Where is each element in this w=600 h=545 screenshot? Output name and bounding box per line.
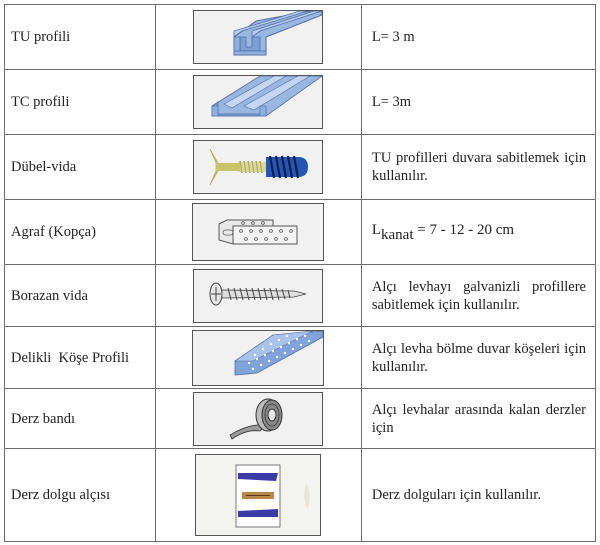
material-name: TU profili [5,5,156,70]
table-row [5,135,596,200]
material-name: Derz bandı [5,389,156,449]
material-name: Agraf (Kopça) [5,200,156,265]
material-name: Derz dolgu alçısı [5,449,156,542]
table-row [5,389,596,449]
material-image-cell [155,265,361,327]
dowel-screw-icon [193,140,323,194]
length-symbol: L [371,221,382,238]
length-subscript: kanat [381,226,414,243]
material-description: Alçı levha bölme duvar köşeleri için kullanılır. [361,327,595,389]
table-row [5,5,596,70]
drywall-screw-icon [193,269,323,323]
material-description: TU profilleri duvara sabitlemek için kullanılır. [361,135,595,200]
material-image-cell [155,449,361,542]
material-image-cell [155,5,361,70]
table-row [5,327,596,389]
bracket-clip-icon [192,203,324,261]
material-image-cell [155,135,361,200]
tu-profile-icon [193,10,323,64]
material-description: Derz dolguları için kullanılır. [361,449,595,542]
material-description [361,200,595,265]
material-description: Alçı levhalar arasında kalan derzler için [361,389,595,449]
material-name: Delikli Köşe Profili [5,327,156,389]
tc-profile-icon [193,75,323,129]
table-row [5,200,596,265]
material-description: Alçı levhayı galvanizli profillere sabitlemek için kullanılır. [361,265,595,327]
table-row [5,265,596,327]
material-image-cell [155,200,361,265]
material-image-cell [155,327,361,389]
material-name: Borazan vida [5,265,156,327]
joint-filler-bag-icon [195,454,321,536]
perforated-corner-profile-icon [192,330,324,386]
material-image-cell [155,389,361,449]
material-image-cell [155,70,361,135]
material-description: L= 3m [361,70,595,135]
length-values: = 7 - 12 - 20 cm [413,221,515,238]
table-row [5,449,596,542]
material-name: TC profili [5,70,156,135]
joint-tape-icon [193,392,323,446]
table-row [5,70,596,135]
material-description: L= 3 m [361,5,595,70]
materials-table [4,4,596,542]
material-name: Dübel-vida [5,135,156,200]
